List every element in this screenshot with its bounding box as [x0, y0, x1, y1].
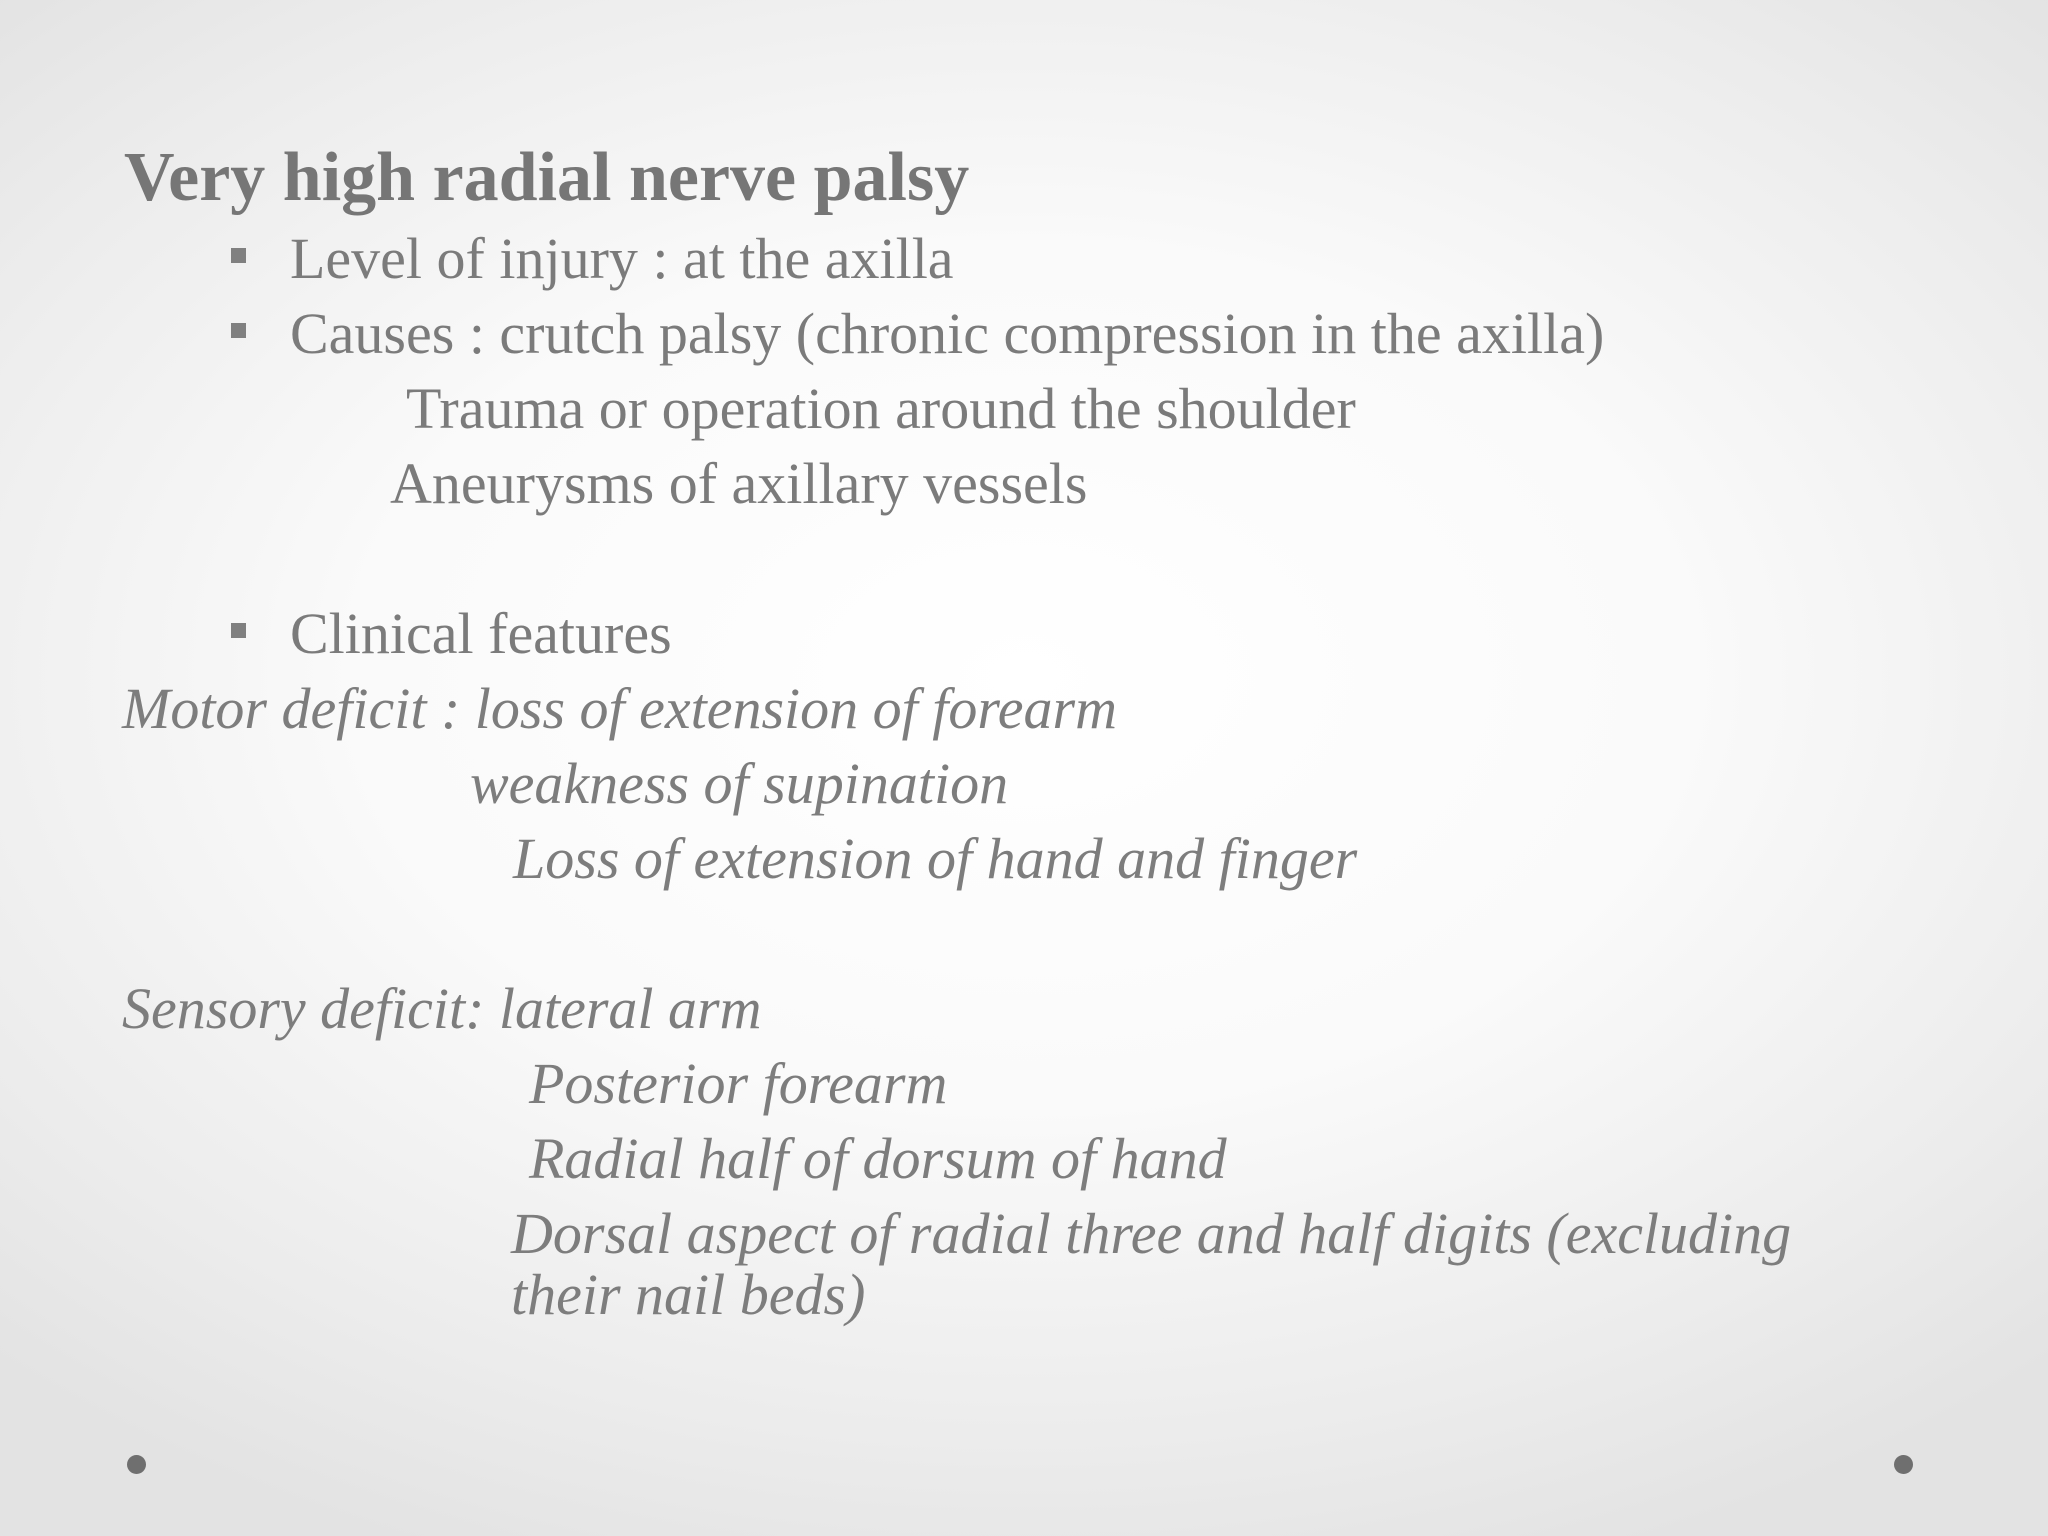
cause-line-aneurysms: Aneurysms of axillary vessels: [390, 451, 1088, 516]
motor-deficit-line-2: weakness of supination: [470, 751, 1009, 816]
bullet-causes: Causes : crutch palsy (chronic compression in the axilla): [290, 301, 1605, 366]
square-bullet-icon: [231, 248, 246, 263]
sensory-deficit-line-3: Radial half of dorsum of hand: [529, 1126, 1227, 1191]
bullet-clinical-features: Clinical features: [290, 601, 672, 666]
sensory-deficit-line-4: Dorsal aspect of radial three and half digits (excluding: [511, 1201, 1792, 1266]
corner-dot-right-icon: [1894, 1455, 1913, 1474]
sensory-deficit-line-5: their nail beds): [511, 1262, 866, 1327]
square-bullet-icon: [231, 323, 246, 338]
sensory-deficit-line-1: Sensory deficit: lateral arm: [122, 976, 762, 1041]
slide-title: Very high radial nerve palsy: [124, 139, 970, 216]
motor-deficit-line-1: Motor deficit : loss of extension of forearm: [122, 676, 1118, 741]
square-bullet-icon: [231, 623, 246, 638]
cause-line-trauma: Trauma or operation around the shoulder: [406, 376, 1356, 441]
bullet-level-of-injury: Level of injury : at the axilla: [290, 226, 954, 291]
sensory-deficit-line-2: Posterior forearm: [529, 1051, 948, 1116]
corner-dot-left-icon: [127, 1455, 146, 1474]
motor-deficit-line-3: Loss of extension of hand and finger: [513, 826, 1358, 891]
